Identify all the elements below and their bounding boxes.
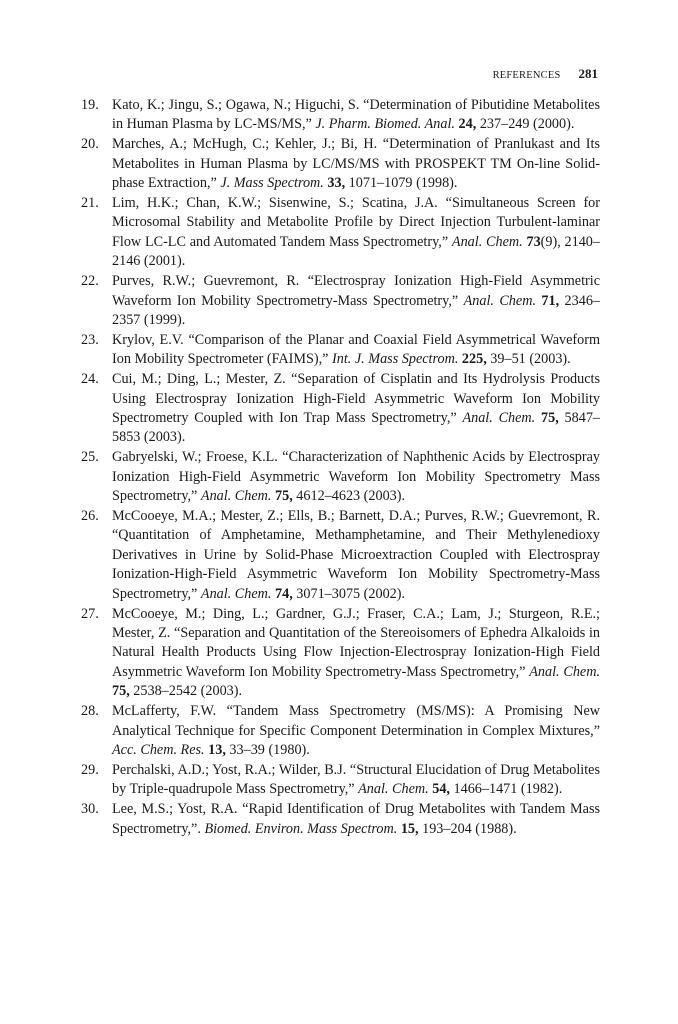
reference-item — [81, 507, 600, 604]
reference-volume: 24, — [458, 116, 477, 133]
reference-item — [81, 272, 600, 330]
reference-item — [81, 135, 600, 193]
section-title: REFERENCES — [492, 70, 561, 81]
reference-pages: 4612–4623 (2003). — [296, 488, 406, 505]
reference-text: Marches, A.; McHugh, C.; Kehler, J.; Bi, H. “Determination of Pranlukast and Its Metabolites in Human Plasma by LC/MS/MS with PROSPEKT TM On-line Solid-phase Extraction,” — [112, 136, 600, 192]
reference-number: 25. — [81, 449, 99, 466]
reference-number: 24. — [81, 371, 99, 388]
reference-text: Krylov, E.V. “Comparison of the Planar and Coaxial Field Asymmetrical Waveform Ion Mobility Spectrometer (FAIMS),” — [112, 331, 600, 368]
reference-text: Cui, M.; Ding, L.; Mester, Z. “Separation of Cisplatin and Its Hydrolysis Products Using Electrospray Ionization High-Field Asymmetric Waveform Ion Mobility Spectrometry Coupled with Ion Trap Mass Spectrometry,” — [112, 371, 600, 426]
reference-item — [81, 194, 600, 272]
reference-journal: Acc. Chem. Res. — [112, 741, 205, 758]
reference-journal: Int. J. Mass Spectrom. — [332, 351, 459, 368]
reference-pages: 1466–1471 (1982). — [453, 781, 563, 798]
reference-journal: Anal. Chem. — [358, 781, 429, 798]
reference-text: Lim, H.K.; Chan, K.W.; Sisenwine, S.; Scatina, J.A. “Simultaneous Screen for Microsomal Stability and Metabolite Profile by Direct Injection Turbulent-laminar Flow LC-LC and Automated Tandem Mass Spectrometry,” — [112, 195, 600, 250]
reference-item — [81, 331, 600, 370]
reference-item — [81, 761, 600, 800]
reference-volume: 33, — [327, 175, 346, 192]
reference-number: 23. — [81, 331, 99, 348]
reference-journal: Anal. Chem. — [529, 663, 601, 680]
reference-volume: 75, — [112, 683, 130, 700]
reference-number: 20. — [81, 136, 99, 153]
reference-item — [81, 370, 600, 448]
reference-text: Kato, K.; Jingu, S.; Ogawa, N.; Higuchi, S. “Determination of Pibutidine Metabolites in Human Plasma by LC-MS/MS,” — [112, 97, 600, 133]
reference-volume: 13, — [208, 741, 226, 758]
reference-pages: 2538–2542 (2003). — [133, 683, 243, 700]
reference-journal: J. Pharm. Biomed. Anal. — [315, 116, 455, 133]
reference-journal: J. Mass Spectrom. — [220, 175, 324, 192]
reference-journal: Anal. Chem. — [451, 233, 523, 250]
reference-journal: Anal. Chem. — [462, 410, 536, 426]
reference-text: McCooeye, M.; Ding, L.; Gardner, G.J.; Fraser, C.A.; Lam, J.; Sturgeon, R.E.; Mester, Z. “Separation and Quantitation of the Stereoisomers of Ephedra Alkaloids in Natural Health Products Using Flow Injection-Electrospray Ionization-High Field Asymmetric Waveform Ion Mobility Spectrometry-Mass Spectrometry,” — [112, 605, 600, 680]
reference-pages: 5847–5853 (2003). — [112, 410, 600, 446]
reference-text: McLafferty, F.W. “Tandem Mass Spectrometry (MS/MS): A Promising New Analytical Technique for Specific Component Determination in Complex Mixtures,” — [112, 703, 600, 739]
reference-volume: 75, — [541, 410, 559, 426]
reference-pages: 3071–3075 (2002). — [296, 585, 406, 602]
reference-number: 30. — [81, 801, 99, 818]
reference-text: Lee, M.S.; Yost, R.A. “Rapid Identification of Drug Metabolites with Tandem Mass Spectrometry,”. — [112, 801, 600, 837]
reference-volume: 15, — [400, 820, 419, 837]
reference-item — [81, 702, 600, 760]
reference-volume: 75, — [275, 488, 293, 505]
running-head — [493, 66, 598, 82]
reference-volume: 54, — [432, 781, 450, 798]
reference-journal: Anal. Chem. — [200, 585, 272, 602]
page-number: 281 — [578, 66, 598, 81]
reference-volume: 73 — [526, 233, 541, 250]
reference-volume: 225, — [461, 351, 487, 368]
reference-list — [81, 96, 600, 839]
reference-journal: Biomed. Environ. Mass Spectrom. — [204, 820, 398, 837]
reference-pages: 1071–1079 (1998). — [348, 175, 458, 192]
reference-pages: 39–51 (2003). — [490, 351, 571, 368]
reference-pages: 33–39 (1980). — [229, 741, 310, 758]
reference-journal: Anal. Chem. — [200, 488, 272, 505]
reference-number: 19. — [81, 97, 99, 113]
reference-item — [81, 605, 600, 702]
reference-item — [81, 800, 600, 839]
reference-text: Purves, R.W.; Guevremont, R. “Electrospray Ionization High-Field Asymmetric Waveform Ion Mobility Spectrometry-Mass Spectrometry,” — [112, 273, 600, 309]
reference-item — [81, 96, 600, 135]
reference-number: 21. — [81, 195, 99, 212]
reference-text: Perchalski, A.D.; Yost, R.A.; Wilder, B.J. “Structural Elucidation of Drug Metabolites by Triple-quadrupole Mass Spectrometry,” — [112, 761, 600, 798]
reference-item — [81, 448, 600, 506]
reference-pages: (9), 2140–2146 (2001). — [112, 233, 600, 270]
reference-text: McCooeye, M.A.; Mester, Z.; Ells, B.; Barnett, D.A.; Purves, R.W.; Guevremont, R. “Quantitation of Amphetamine, Methamphetamine, and Their Methylenedioxy Derivatives in Urine by Solid-Phase Microextraction Coupled with Electrospray Ionization-High-Field Asymmetric Waveform Ion Mobility Spectrometry-Mass Spectrometry,” — [112, 508, 600, 602]
reference-number: 26. — [81, 508, 99, 525]
reference-text: Gabryelski, W.; Froese, K.L. “Characterization of Naphthenic Acids by Electrospray Ionization High-Field Asymmetric Waveform Ion Mobility Spectrometry Mass Spectrometry,” — [112, 449, 600, 505]
reference-volume: 74, — [275, 585, 293, 602]
reference-journal: Anal. Chem. — [463, 292, 536, 309]
reference-pages: 2346–2357 (1999). — [112, 292, 601, 328]
reference-number: 22. — [81, 273, 99, 290]
reference-volume: 71, — [541, 292, 560, 309]
reference-pages: 237–249 (2000). — [479, 116, 575, 133]
reference-number: 28. — [81, 703, 99, 720]
reference-number: 29. — [81, 761, 99, 778]
reference-pages: 193–204 (1988). — [422, 820, 517, 837]
reference-number: 27. — [81, 605, 99, 622]
